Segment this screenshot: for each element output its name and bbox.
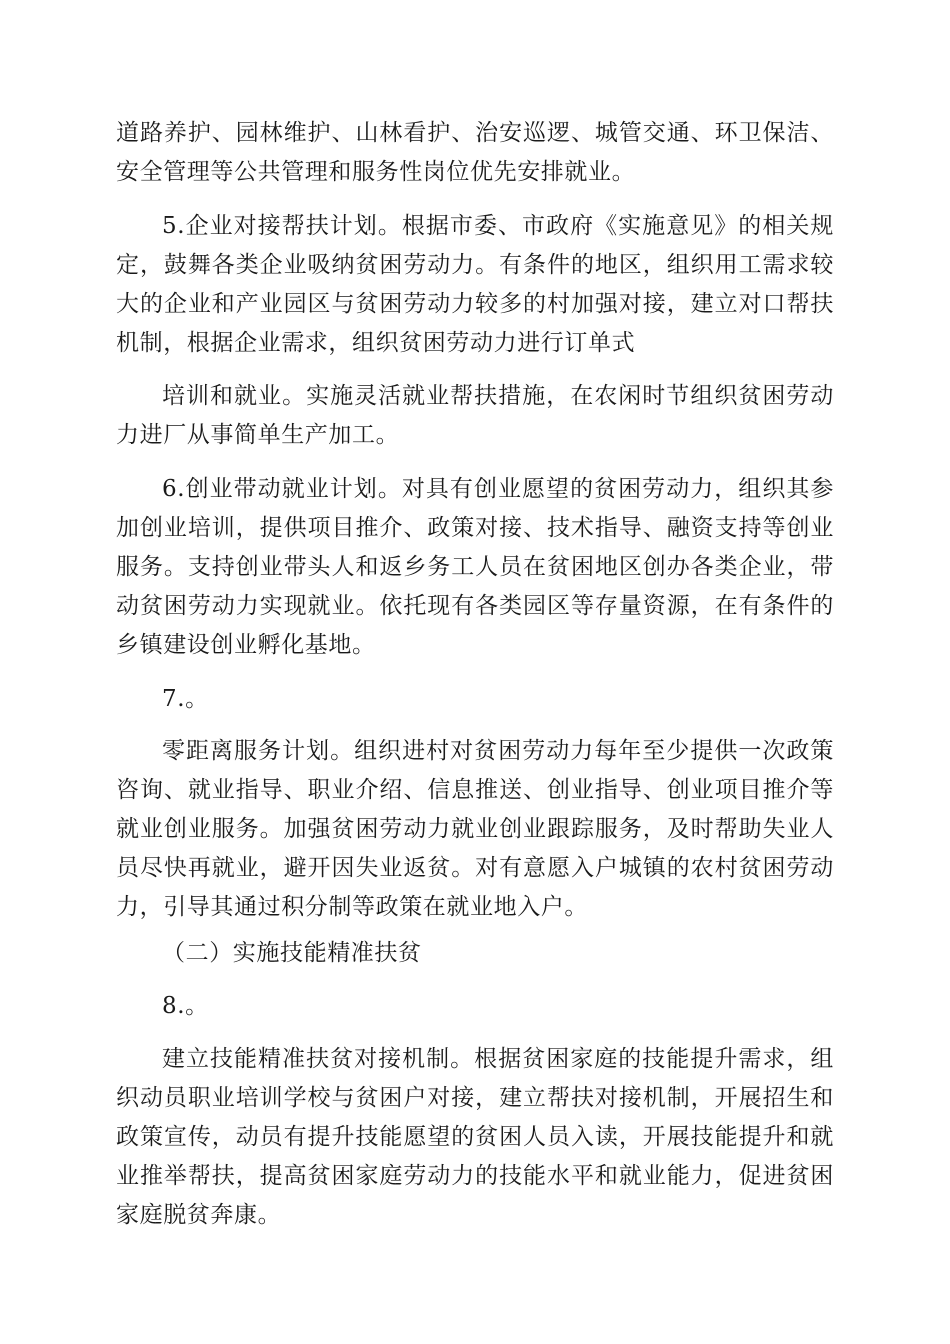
section-heading-skills: （二）实施技能精准扶贫 xyxy=(162,940,422,966)
paragraph-entrepreneurship: 6.创业带动就业计划。对具有创业愿望的贫困劳动力，组织其参加创业培训，提供项目推介、政策对接、技术指导、融资支持等创业服务。支持创业带头人和返乡务工人员在贫困地区创办各类企业，带动贫困劳动力实现就业。依托现有各类园区等存量资源，在有条件的乡镇建设创业孵化基地。 xyxy=(116,476,834,658)
paragraph-item-7: 7.。 xyxy=(162,686,209,712)
paragraph-item-8: 8.。 xyxy=(162,993,209,1019)
paragraph-public-posts: 道路养护、园林维护、山林看护、治安巡逻、城管交通、环卫保洁、安全管理等公共管理和服务性岗位优先安排就业。 xyxy=(116,120,834,185)
paragraph-enterprise-docking: 5.企业对接帮扶计划。根据市委、市政府《实施意见》的相关规定，鼓舞各类企业吸纳贫困劳动力。有条件的地区，组织用工需求较大的企业和产业园区与贫困劳动力较多的村加强对接，建立对口帮扶机制，根据企业需求，组织贫困劳动力进行订单式 xyxy=(116,213,834,356)
paragraph-zero-distance-service: 零距离服务计划。组织进村对贫困劳动力每年至少提供一次政策咨询、就业指导、职业介绍、信息推送、创业指导、创业项目推介等就业创业服务。加强贫困劳动力就业创业跟踪服务，及时帮助失业人员尽快再就业，避开因失业返贫。对有意愿入户城镇的农村贫困劳动力，引导其通过积分制等政策在就业地入户。 xyxy=(116,738,834,920)
paragraph-training-employment: 培训和就业。实施灵活就业帮扶措施，在农闲时节组织贫困劳动力进厂从事简单生产加工。 xyxy=(116,383,834,448)
paragraph-skills-mechanism: 建立技能精准扶贫对接机制。根据贫困家庭的技能提升需求，组织动员职业培训学校与贫困户对接，建立帮扶对接机制，开展招生和政策宣传，动员有提升技能愿望的贫困人员入读，开展技能提升和就业推举帮扶，提高贫困家庭劳动力的技能水平和就业能力，促进贫困家庭脱贫奔康。 xyxy=(116,1046,834,1228)
